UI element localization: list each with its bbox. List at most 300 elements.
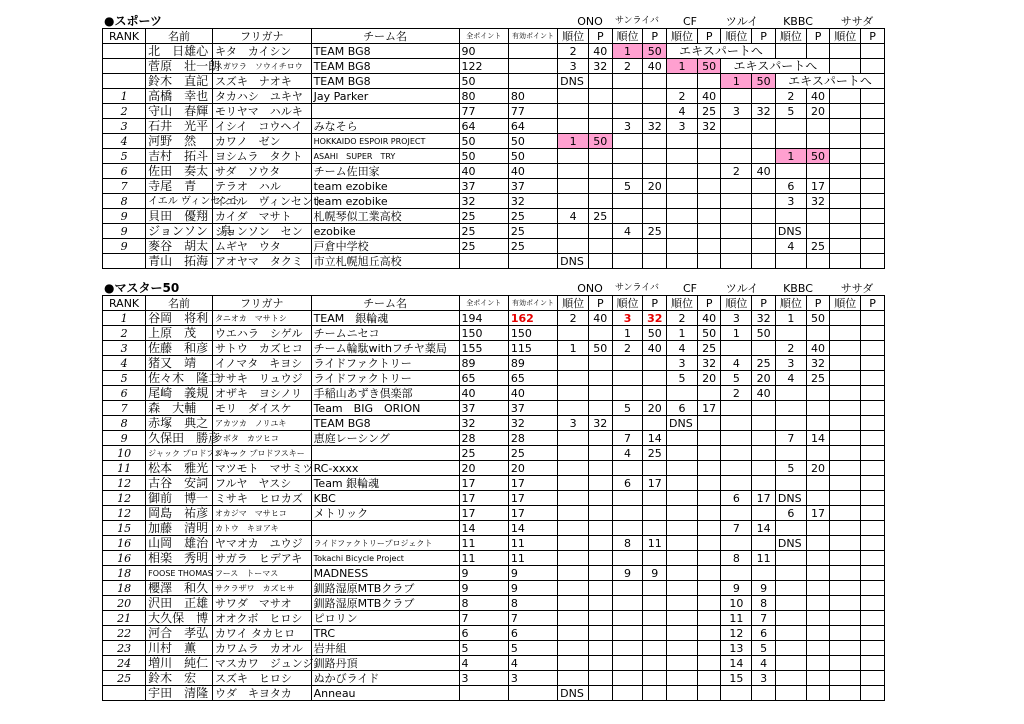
rank-cell <box>103 44 146 59</box>
total-points-cell: 90 <box>459 44 508 59</box>
race-rank-cell: 13 <box>721 641 752 656</box>
race-points-cell <box>752 461 776 476</box>
race-points-cell <box>697 431 721 446</box>
race-points-cell <box>697 446 721 461</box>
total-points-cell: 6 <box>459 626 508 641</box>
furigana-cell: オザキ ヨシノリ <box>212 386 311 401</box>
total-points-cell <box>459 686 508 701</box>
rank-cell: 24 <box>103 656 146 671</box>
race-points-cell <box>643 626 667 641</box>
total-points-cell: 65 <box>459 371 508 386</box>
race-rank-cell <box>667 431 698 446</box>
race-points-cell <box>861 326 885 341</box>
valid-points-cell: 64 <box>508 119 557 134</box>
race-points-cell <box>861 311 885 326</box>
race-points-cell <box>697 566 721 581</box>
valid-points-cell: 25 <box>508 239 557 254</box>
race-points-cell <box>588 371 612 386</box>
race-rank-cell <box>721 341 752 356</box>
furigana-cell: アカツカ ノリユキ <box>212 416 311 431</box>
race-rank-cell <box>558 224 589 239</box>
rank-cell: 5 <box>103 149 146 164</box>
team-cell: KBC <box>311 491 459 506</box>
team-cell: 岩井組 <box>311 641 459 656</box>
race-rank-cell <box>667 239 698 254</box>
furigana-cell: カワイ タカヒロ <box>212 626 311 641</box>
race-rank-cell <box>667 491 698 506</box>
race-points-cell <box>697 476 721 491</box>
total-points-cell: 32 <box>459 194 508 209</box>
race-points-cell <box>806 551 830 566</box>
rank-cell: 6 <box>103 386 146 401</box>
race-rank-cell <box>612 491 643 506</box>
race-points-cell <box>861 641 885 656</box>
race-points-cell <box>643 596 667 611</box>
total-points-cell: 155 <box>459 341 508 356</box>
race-rank-cell <box>558 431 589 446</box>
race-rank-cell: 3 <box>558 416 589 431</box>
rank-cell: 4 <box>103 356 146 371</box>
race-rank-cell <box>830 194 861 209</box>
race-points-cell <box>643 461 667 476</box>
rank-cell: 5 <box>103 371 146 386</box>
race-rank-cell <box>612 386 643 401</box>
race-points-cell <box>588 224 612 239</box>
race-rank-cell <box>612 581 643 596</box>
name-cell: 寺尾 青 <box>146 179 213 194</box>
race-rank-cell <box>721 476 752 491</box>
race-rank-cell <box>830 566 861 581</box>
race-points-cell <box>697 671 721 686</box>
team-cell: ぬかびライド <box>311 671 459 686</box>
race-points-cell: 32 <box>806 356 830 371</box>
race-points-cell <box>806 224 830 239</box>
race-rank-cell <box>612 74 643 89</box>
race-rank-cell: 14 <box>721 656 752 671</box>
race-points-cell <box>588 671 612 686</box>
header-cell: 名前 <box>146 296 213 311</box>
table-row <box>103 134 885 149</box>
race-rank-cell: DNS <box>558 686 589 701</box>
race-rank-cell <box>558 626 589 641</box>
race-rank-cell <box>667 611 698 626</box>
valid-points-cell: 40 <box>508 164 557 179</box>
race-points-cell: 32 <box>643 311 667 326</box>
race-points-cell <box>643 239 667 254</box>
total-points-cell: 28 <box>459 431 508 446</box>
name-cell: 北 日雄心 <box>146 44 213 59</box>
table-row <box>103 59 885 74</box>
race-points-cell <box>861 566 885 581</box>
valid-points-cell: 25 <box>508 224 557 239</box>
race-rank-cell <box>830 164 861 179</box>
race-tsurui: ツルイ <box>725 15 759 28</box>
expert-note-cell: エキスパートへ <box>775 74 884 89</box>
race-points-cell: 32 <box>697 119 721 134</box>
race-rank-cell: 1 <box>612 326 643 341</box>
race-points-cell <box>861 671 885 686</box>
race-rank-cell <box>830 641 861 656</box>
race-points-cell <box>861 194 885 209</box>
race-rank-cell: 3 <box>721 104 752 119</box>
race-points-cell <box>861 506 885 521</box>
table-row <box>103 401 885 416</box>
race-rank-cell <box>612 506 643 521</box>
race-points-cell: 50 <box>806 149 830 164</box>
race-points-cell <box>752 209 776 224</box>
team-cell: 釧路湿原MTBクラブ <box>311 596 459 611</box>
rank-cell: 1 <box>103 311 146 326</box>
race-rank-cell: 6 <box>612 476 643 491</box>
total-points-cell: 8 <box>459 596 508 611</box>
race-points-cell <box>752 401 776 416</box>
race-rank-cell <box>775 521 806 536</box>
race-rank-cell <box>721 686 752 701</box>
race-points-cell <box>861 209 885 224</box>
race-points-cell <box>752 446 776 461</box>
race-rank-cell <box>721 224 752 239</box>
race-points-cell: 25 <box>697 104 721 119</box>
race-rank-cell: 7 <box>721 521 752 536</box>
race-rank-cell <box>830 521 861 536</box>
rank-cell: 12 <box>103 506 146 521</box>
race-names-master50 <box>560 281 885 296</box>
race-points-cell <box>643 641 667 656</box>
total-points-cell: 80 <box>459 89 508 104</box>
table-row <box>103 209 885 224</box>
table-row <box>103 641 885 656</box>
name-cell: 赤塚 典之 <box>146 416 213 431</box>
race-points-cell <box>697 254 721 269</box>
race-points-cell <box>806 671 830 686</box>
race-rank-cell: 5 <box>775 104 806 119</box>
race-rank-cell: 10 <box>721 596 752 611</box>
furigana-cell: ヨシムラ タクト <box>212 149 311 164</box>
race-rank-cell <box>612 626 643 641</box>
valid-points-cell: 65 <box>508 371 557 386</box>
race-rank-cell: 9 <box>612 566 643 581</box>
race-rank-cell <box>667 596 698 611</box>
rank-cell: 7 <box>103 179 146 194</box>
race-points-cell: 4 <box>752 656 776 671</box>
total-points-cell: 25 <box>459 209 508 224</box>
race-rank-cell <box>721 179 752 194</box>
team-cell: 釧路丹頂 <box>311 656 459 671</box>
race-rank-cell <box>667 461 698 476</box>
name-cell: 山岡 雄治 <box>146 536 213 551</box>
race-points-cell: 40 <box>643 59 667 74</box>
race-points-cell <box>861 371 885 386</box>
race-rank-cell <box>667 626 698 641</box>
team-cell: ezobike <box>311 224 459 239</box>
furigana-cell: スズキ ヒロシ <box>212 671 311 686</box>
race-rank-cell: 1 <box>721 74 752 89</box>
furigana-cell: オオクボ ヒロシ <box>212 611 311 626</box>
race-rank-cell <box>558 194 589 209</box>
race-points-cell <box>861 59 885 74</box>
race-rank-cell: 5 <box>612 179 643 194</box>
total-points-cell: 9 <box>459 581 508 596</box>
race-rank-cell <box>830 686 861 701</box>
rank-cell <box>103 686 146 701</box>
rank-cell: 18 <box>103 581 146 596</box>
team-cell: チームニセコ <box>311 326 459 341</box>
name-cell: 加藤 清明 <box>146 521 213 536</box>
team-cell: みなそら <box>311 119 459 134</box>
team-cell <box>311 521 459 536</box>
race-rank-cell <box>830 446 861 461</box>
table-row <box>103 341 885 356</box>
header-cell: P <box>806 29 830 44</box>
race-rank-cell <box>830 341 861 356</box>
race-rank-cell <box>830 581 861 596</box>
race-rank-cell: 3 <box>558 59 589 74</box>
team-cell: TRC <box>311 626 459 641</box>
race-rank-cell: 2 <box>775 341 806 356</box>
race-points-cell <box>643 671 667 686</box>
race-rank-cell <box>558 461 589 476</box>
rank-cell: 2 <box>103 326 146 341</box>
race-rank-cell <box>558 581 589 596</box>
race-rank-cell: 4 <box>721 356 752 371</box>
race-points-cell <box>643 386 667 401</box>
rank-cell: 8 <box>103 194 146 209</box>
race-points-cell: 32 <box>752 104 776 119</box>
race-points-cell <box>588 401 612 416</box>
team-cell: 市立札幌旭丘高校 <box>311 254 459 269</box>
table-row <box>103 179 885 194</box>
name-cell: 青山 拓海 <box>146 254 213 269</box>
race-rank-cell <box>775 611 806 626</box>
table-row <box>103 626 885 641</box>
table-row <box>103 506 885 521</box>
race-rank-cell: 3 <box>612 119 643 134</box>
race-points-cell <box>806 521 830 536</box>
rank-cell <box>103 254 146 269</box>
race-rank-cell <box>830 119 861 134</box>
header-cell: 全ポイント <box>459 29 508 44</box>
race-rank-cell <box>612 596 643 611</box>
header-cell: 順位 <box>667 29 698 44</box>
furigana-cell: ウダ キヨタカ <box>212 686 311 701</box>
race-points-cell <box>861 656 885 671</box>
race-points-cell <box>697 194 721 209</box>
total-points-cell: 25 <box>459 239 508 254</box>
race-rank-cell <box>830 311 861 326</box>
race-points-cell <box>643 611 667 626</box>
furigana-cell: クボタ カツヒコ <box>212 431 311 446</box>
race-points-cell <box>806 536 830 551</box>
race-rank-cell <box>612 686 643 701</box>
valid-points-cell: 5 <box>508 641 557 656</box>
race-names-sports <box>560 14 885 29</box>
race-rank-cell <box>830 656 861 671</box>
race-points-cell <box>861 224 885 239</box>
total-points-cell: 50 <box>459 74 508 89</box>
race-rank-cell <box>721 239 752 254</box>
name-cell: 河野 然 <box>146 134 213 149</box>
race-rank-cell <box>830 224 861 239</box>
rank-cell: 23 <box>103 641 146 656</box>
race-rank-cell <box>612 134 643 149</box>
race-rank-cell <box>830 386 861 401</box>
race-points-cell <box>806 134 830 149</box>
race-rank-cell <box>558 506 589 521</box>
race-rank-cell <box>667 536 698 551</box>
race-points-cell <box>806 254 830 269</box>
race-rank-cell <box>830 239 861 254</box>
race-points-cell <box>588 476 612 491</box>
team-cell: MADNESS <box>311 566 459 581</box>
race-rank-cell <box>558 386 589 401</box>
race-rank-cell <box>830 179 861 194</box>
race-rank-cell <box>775 596 806 611</box>
race-rank-cell: 2 <box>558 44 589 59</box>
race-rank-cell: 9 <box>721 581 752 596</box>
master50-table <box>102 295 885 701</box>
total-points-cell: 11 <box>459 551 508 566</box>
total-points-cell <box>459 254 508 269</box>
total-points-cell: 64 <box>459 119 508 134</box>
rank-cell: 3 <box>103 119 146 134</box>
race-points-cell <box>752 416 776 431</box>
race-points-cell <box>806 491 830 506</box>
header-cell: 有効ポイント <box>508 29 557 44</box>
race-rank-cell <box>830 134 861 149</box>
race-points-cell <box>697 506 721 521</box>
table-row <box>103 431 885 446</box>
total-points-cell: 50 <box>459 134 508 149</box>
race-points-cell <box>806 626 830 641</box>
race-points-cell <box>588 74 612 89</box>
name-cell: イエル ヴィンセント <box>146 194 213 209</box>
race-rank-cell <box>830 626 861 641</box>
valid-points-cell: 32 <box>508 194 557 209</box>
valid-points-cell: 11 <box>508 551 557 566</box>
header-cell: 名前 <box>146 29 213 44</box>
race-points-cell <box>752 89 776 104</box>
race-rank-cell <box>775 254 806 269</box>
rank-cell: 21 <box>103 611 146 626</box>
valid-points-cell: 77 <box>508 104 557 119</box>
race-rank-cell <box>612 149 643 164</box>
race-rank-cell: 2 <box>612 59 643 74</box>
race-points-cell: 5 <box>752 641 776 656</box>
furigana-cell: マツモト マサミツ <box>212 461 311 476</box>
race-rank-cell <box>558 356 589 371</box>
table-row <box>103 566 885 581</box>
race-sasada: ササダ <box>840 15 874 28</box>
race-rank-cell <box>775 164 806 179</box>
race-points-cell <box>697 521 721 536</box>
furigana-cell: サワダ マサオ <box>212 596 311 611</box>
race-points-cell: 20 <box>697 371 721 386</box>
race-points-cell: 9 <box>643 566 667 581</box>
table-row <box>103 596 885 611</box>
race-rank-cell <box>830 371 861 386</box>
table-row <box>103 491 885 506</box>
team-cell: RC-xxxx <box>311 461 459 476</box>
race-points-cell <box>643 491 667 506</box>
race-points-cell <box>752 224 776 239</box>
race-rank-cell: 4 <box>667 341 698 356</box>
race-rank-cell <box>667 209 698 224</box>
header-cell: 順位 <box>667 296 698 311</box>
race-rank-cell <box>775 446 806 461</box>
race-points-cell <box>697 461 721 476</box>
race-points-cell <box>588 194 612 209</box>
rank-cell: 1 <box>103 89 146 104</box>
race-points-cell <box>588 656 612 671</box>
race-points-cell <box>861 254 885 269</box>
header-cell: RANK <box>103 296 146 311</box>
table-row <box>103 461 885 476</box>
race-points-cell <box>861 581 885 596</box>
race-rank-cell <box>721 194 752 209</box>
total-points-cell: 32 <box>459 416 508 431</box>
race-points-cell <box>588 521 612 536</box>
team-cell: Tokachi Bicycle Project <box>311 551 459 566</box>
furigana-cell: スガワラ ソウイチロウ <box>212 59 311 74</box>
team-cell: HOKKAIDO ESPOIR PROJECT <box>311 134 459 149</box>
race-points-cell <box>697 536 721 551</box>
race-rank-cell <box>667 656 698 671</box>
total-points-cell: 17 <box>459 491 508 506</box>
race-points-cell <box>588 581 612 596</box>
name-cell: 上原 茂 <box>146 326 213 341</box>
race-rank-cell <box>830 401 861 416</box>
name-cell: 石井 光平 <box>146 119 213 134</box>
race-rank-cell <box>775 416 806 431</box>
race-rank-cell <box>830 461 861 476</box>
race-points-cell <box>588 254 612 269</box>
header-cell: フリガナ <box>212 296 311 311</box>
race-points-cell <box>643 686 667 701</box>
valid-points-cell: 115 <box>508 341 557 356</box>
rank-cell: 4 <box>103 134 146 149</box>
race-points-cell: 14 <box>806 431 830 446</box>
race-rank-cell <box>775 326 806 341</box>
expert-note-cell: エキスパートへ <box>667 44 776 59</box>
total-points-cell: 40 <box>459 386 508 401</box>
race-rank-cell: 4 <box>612 446 643 461</box>
race-rank-cell <box>558 89 589 104</box>
race-rank-cell <box>830 671 861 686</box>
sports-table <box>102 28 885 269</box>
name-cell: 岡島 祐彦 <box>146 506 213 521</box>
race-points-cell <box>697 74 721 89</box>
race-points-cell <box>588 536 612 551</box>
race-rank-cell <box>830 149 861 164</box>
race-rank-cell <box>830 209 861 224</box>
race-kbbc: KBBC <box>783 15 813 28</box>
race-points-cell: 40 <box>752 164 776 179</box>
table-row <box>103 581 885 596</box>
race-rank-cell <box>558 326 589 341</box>
race-points-cell <box>806 386 830 401</box>
race-sasada: ササダ <box>840 282 874 295</box>
furigana-cell: フルヤ ヤスシ <box>212 476 311 491</box>
race-points-cell: 50 <box>806 311 830 326</box>
race-points-cell <box>697 656 721 671</box>
furigana-cell: アオヤマ タクミ <box>212 254 311 269</box>
team-cell: TEAM BG8 <box>311 44 459 59</box>
race-rank-cell: 3 <box>775 194 806 209</box>
race-rank-cell: 2 <box>667 311 698 326</box>
rank-cell: 18 <box>103 566 146 581</box>
race-points-cell: 32 <box>752 311 776 326</box>
race-points-cell: 17 <box>806 506 830 521</box>
